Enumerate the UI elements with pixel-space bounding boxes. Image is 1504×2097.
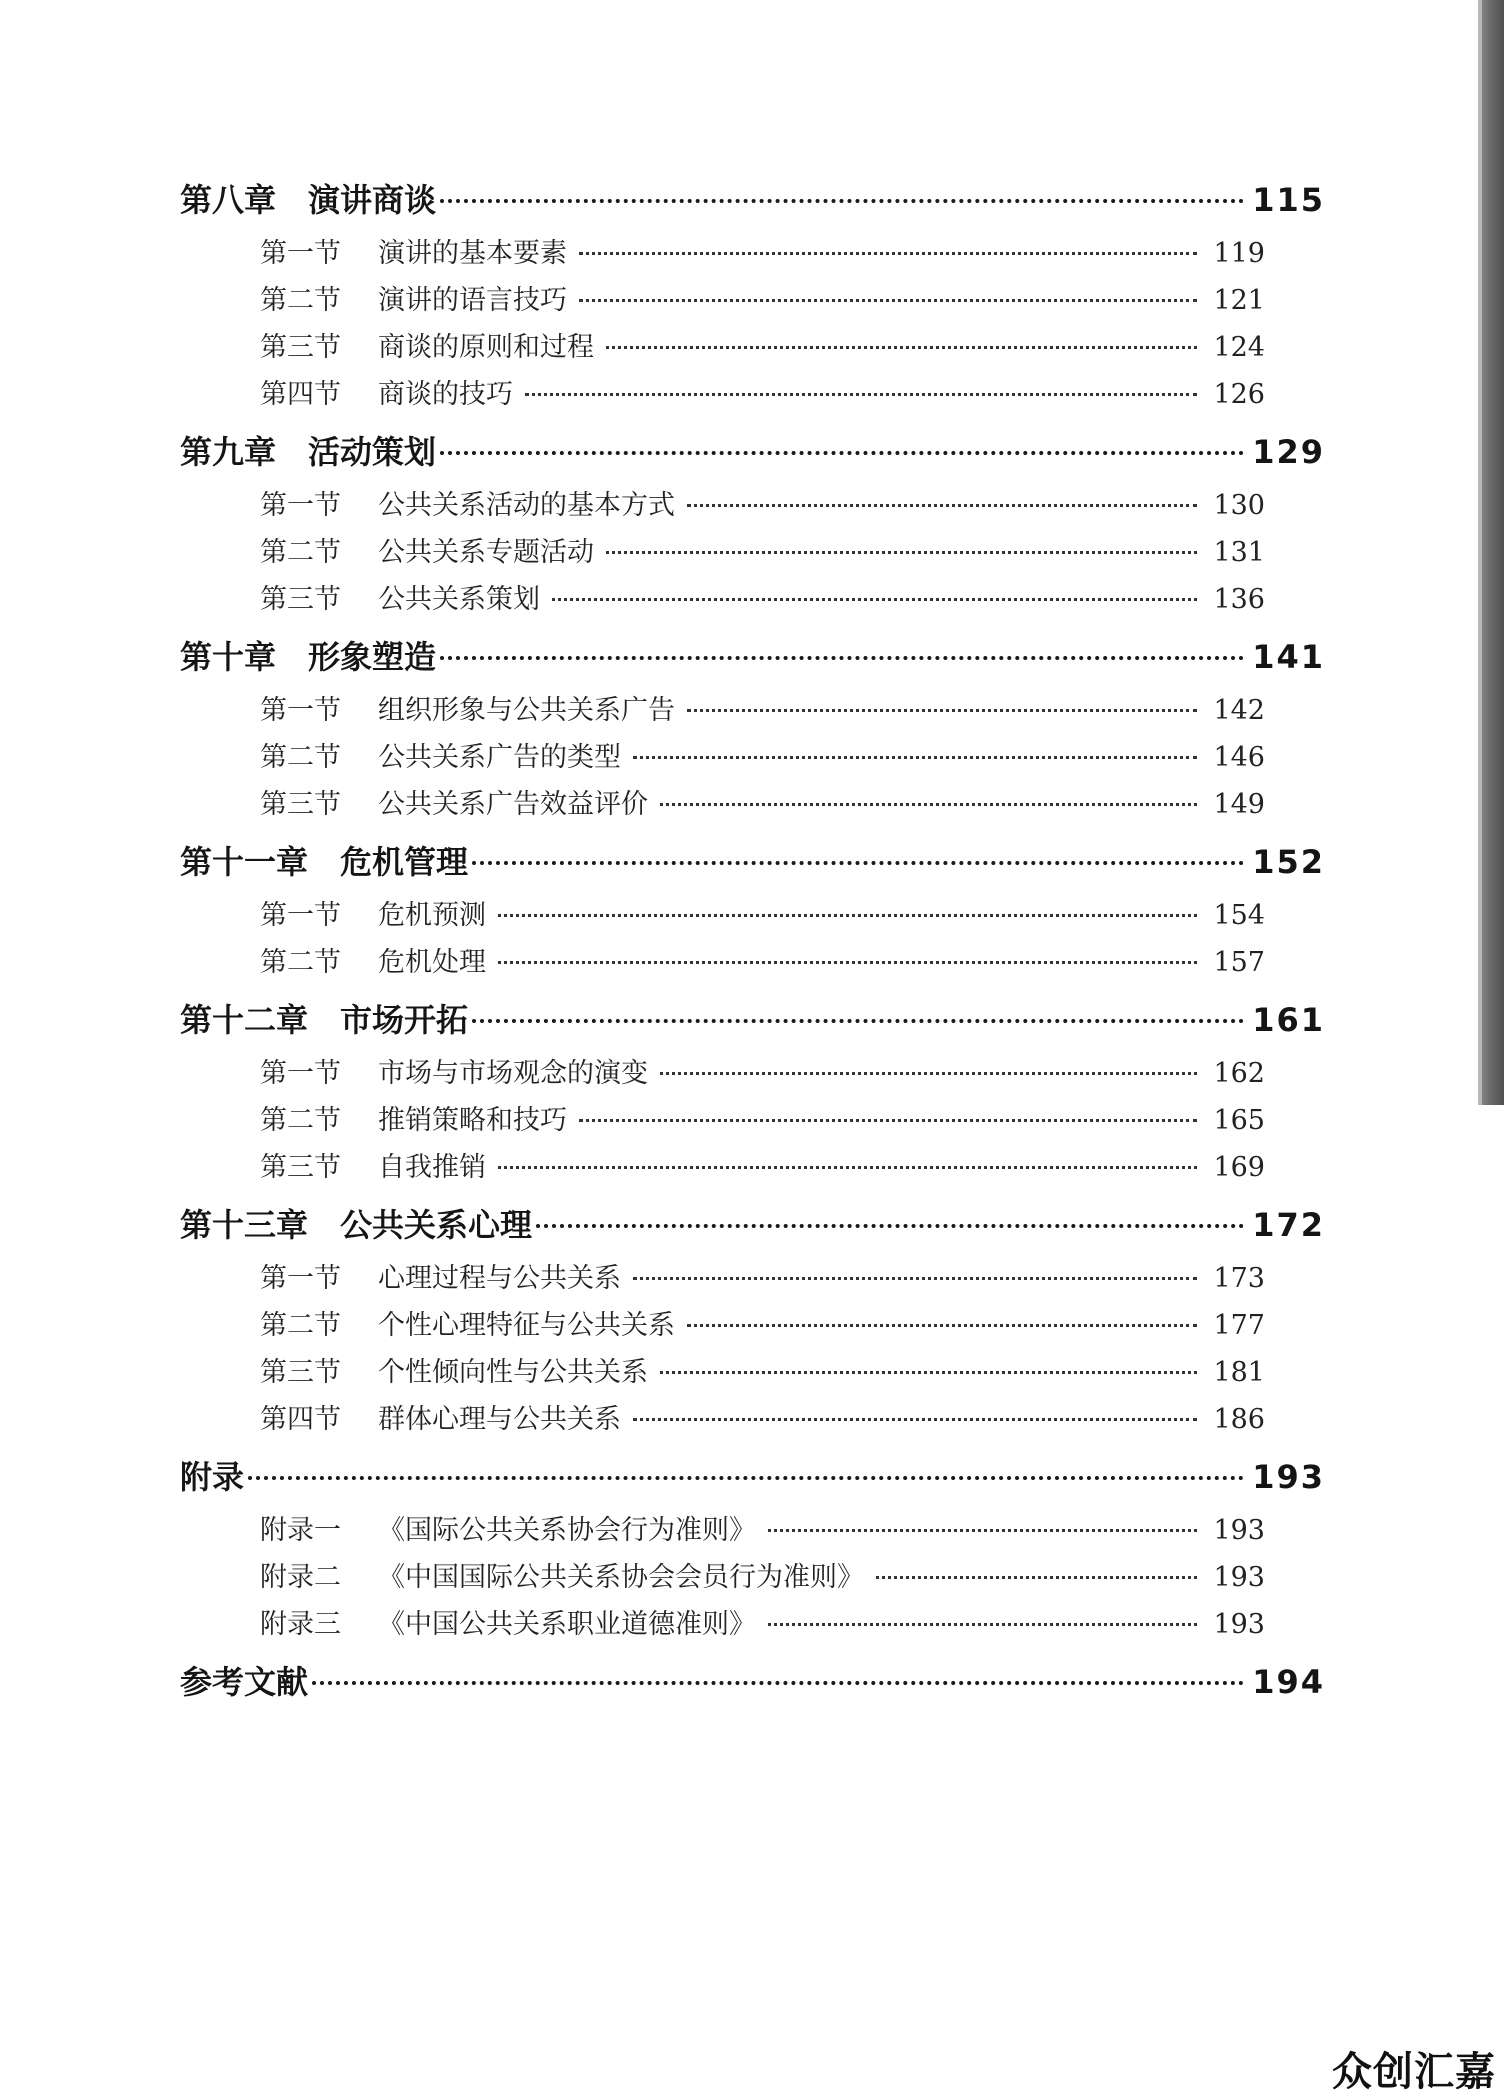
- section-page-number: 193: [1213, 1515, 1265, 1546]
- section-title: 公共关系策划: [378, 584, 540, 615]
- dot-leader: [440, 199, 1244, 203]
- section-list: [260, 1508, 1265, 1649]
- chapter-entry[interactable]: [180, 1452, 1325, 1504]
- section-entry[interactable]: [260, 688, 1265, 735]
- section-page-number: 154: [1213, 900, 1265, 931]
- chapter-page-number: 141: [1252, 638, 1325, 676]
- chapter-page-number: 161: [1252, 1001, 1325, 1039]
- dot-leader: [660, 1072, 1197, 1075]
- section-entry[interactable]: [260, 325, 1265, 372]
- section-entry[interactable]: [260, 1051, 1265, 1098]
- chapter-page-number: 129: [1252, 433, 1325, 471]
- dot-leader: [660, 803, 1197, 806]
- chapter-page-number: 152: [1252, 843, 1325, 881]
- section-list: [260, 1051, 1265, 1192]
- section-page-number: 181: [1213, 1357, 1265, 1388]
- section-number: 第二节: [260, 947, 341, 978]
- chapter-entry[interactable]: [180, 995, 1325, 1047]
- section-entry[interactable]: [260, 483, 1265, 530]
- chapter-page-number: 115: [1252, 181, 1325, 219]
- section-number: 第四节: [260, 1404, 341, 1435]
- section-title: 危机处理: [378, 947, 486, 978]
- section-page-number: 193: [1213, 1562, 1265, 1593]
- section-list: [260, 688, 1265, 829]
- section-number: 第三节: [260, 332, 341, 363]
- section-page-number: 142: [1213, 695, 1265, 726]
- dot-leader: [498, 961, 1197, 964]
- chapter-number: 第十一章: [180, 843, 309, 881]
- watermark-logo: 众创汇嘉: [1332, 2049, 1496, 2095]
- section-number: 第一节: [260, 1058, 341, 1089]
- section-title: 个性倾向性与公共关系: [378, 1357, 648, 1388]
- section-number: 第二节: [260, 742, 341, 773]
- dot-leader: [687, 504, 1197, 507]
- page-edge-highlight: [1478, 0, 1482, 1105]
- section-entry[interactable]: [260, 940, 1265, 987]
- dot-leader: [606, 346, 1197, 349]
- section-title: 公共关系广告效益评价: [378, 789, 648, 820]
- dot-leader: [579, 252, 1197, 255]
- section-title: 推销策略和技巧: [378, 1105, 567, 1136]
- section-number: 第一节: [260, 695, 341, 726]
- dot-leader: [633, 756, 1197, 759]
- chapter-number: 第八章: [180, 181, 277, 219]
- chapter-title: 参考文献: [180, 1663, 309, 1701]
- section-number: 第二节: [260, 537, 341, 568]
- section-entry[interactable]: [260, 1145, 1265, 1192]
- chapter-number: 第十三章: [180, 1206, 309, 1244]
- chapter-number: 第十章: [180, 638, 277, 676]
- section-entry[interactable]: [260, 782, 1265, 829]
- chapter-entry[interactable]: [180, 175, 1325, 227]
- chapter-entry[interactable]: [180, 427, 1325, 479]
- section-title: 组织形象与公共关系广告: [378, 695, 675, 726]
- section-title: 公共关系活动的基本方式: [378, 490, 675, 521]
- section-number: 第一节: [260, 238, 341, 269]
- section-number: 第二节: [260, 1310, 341, 1341]
- section-number: 第一节: [260, 1263, 341, 1294]
- dot-leader: [440, 656, 1244, 660]
- section-title: 危机预测: [378, 900, 486, 931]
- section-entry[interactable]: [260, 1555, 1265, 1602]
- section-entry[interactable]: [260, 1350, 1265, 1397]
- section-title: 《国际公共关系协会行为准则》: [378, 1515, 756, 1546]
- chapter-entry[interactable]: [180, 837, 1325, 889]
- section-page-number: 131: [1213, 537, 1265, 568]
- chapter-title: 活动策划: [308, 433, 437, 471]
- section-title: 公共关系专题活动: [378, 537, 594, 568]
- dot-leader: [687, 1324, 1197, 1327]
- chapter-page-number: 193: [1252, 1458, 1325, 1496]
- dot-leader: [579, 1119, 1197, 1122]
- section-entry[interactable]: [260, 1098, 1265, 1145]
- section-number: 第三节: [260, 1152, 341, 1183]
- section-page-number: 162: [1213, 1058, 1265, 1089]
- dot-leader: [248, 1476, 1244, 1480]
- section-entry[interactable]: [260, 231, 1265, 278]
- section-entry[interactable]: [260, 893, 1265, 940]
- table-of-contents: [180, 175, 1325, 1709]
- chapter-number: 第九章: [180, 433, 277, 471]
- dot-leader: [768, 1623, 1197, 1626]
- section-entry[interactable]: [260, 1303, 1265, 1350]
- section-title: 《中国国际公共关系协会会员行为准则》: [378, 1562, 864, 1593]
- chapter-title: 形象塑造: [308, 638, 437, 676]
- section-entry[interactable]: [260, 1602, 1265, 1649]
- section-entry[interactable]: [260, 1397, 1265, 1444]
- section-title: 演讲的基本要素: [378, 238, 567, 269]
- section-page-number: 169: [1213, 1152, 1265, 1183]
- dot-leader: [472, 1019, 1244, 1023]
- section-title: 自我推销: [378, 1152, 486, 1183]
- section-list: [260, 231, 1265, 419]
- section-number: 附录三: [260, 1609, 341, 1640]
- dot-leader: [498, 1166, 1197, 1169]
- section-page-number: 193: [1213, 1609, 1265, 1640]
- section-page-number: 121: [1213, 285, 1265, 316]
- dot-leader: [606, 551, 1197, 554]
- section-number: 第二节: [260, 285, 341, 316]
- section-list: [260, 893, 1265, 987]
- section-page-number: 136: [1213, 584, 1265, 615]
- dot-leader: [768, 1529, 1197, 1532]
- section-title: 演讲的语言技巧: [378, 285, 567, 316]
- section-title: 公共关系广告的类型: [378, 742, 621, 773]
- chapter-number: 第十二章: [180, 1001, 309, 1039]
- dot-leader: [498, 914, 1197, 917]
- section-title: 商谈的技巧: [378, 379, 513, 410]
- chapter-title: 公共关系心理: [340, 1206, 533, 1244]
- section-title: 市场与市场观念的演变: [378, 1058, 648, 1089]
- section-number: 第一节: [260, 490, 341, 521]
- chapter-entry[interactable]: [180, 632, 1325, 684]
- section-page-number: 186: [1213, 1404, 1265, 1435]
- section-page-number: 124: [1213, 332, 1265, 363]
- dot-leader: [312, 1681, 1244, 1685]
- section-entry[interactable]: [260, 735, 1265, 782]
- section-entry[interactable]: [260, 577, 1265, 624]
- section-page-number: 130: [1213, 490, 1265, 521]
- chapter-title: 市场开拓: [340, 1001, 469, 1039]
- section-number: 附录二: [260, 1562, 341, 1593]
- section-page-number: 157: [1213, 947, 1265, 978]
- dot-leader: [633, 1418, 1197, 1421]
- dot-leader: [876, 1576, 1197, 1579]
- section-entry[interactable]: [260, 1256, 1265, 1303]
- chapter-page-number: 172: [1252, 1206, 1325, 1244]
- section-number: 第一节: [260, 900, 341, 931]
- section-number: 第三节: [260, 789, 341, 820]
- section-page-number: 149: [1213, 789, 1265, 820]
- section-page-number: 119: [1213, 238, 1265, 269]
- section-page-number: 165: [1213, 1105, 1265, 1136]
- chapter-entry[interactable]: [180, 1657, 1325, 1709]
- dot-leader: [472, 861, 1244, 865]
- chapter-entry[interactable]: [180, 1200, 1325, 1252]
- section-page-number: 126: [1213, 379, 1265, 410]
- chapter-page-number: 194: [1252, 1663, 1325, 1701]
- section-entry[interactable]: [260, 1508, 1265, 1555]
- section-entry[interactable]: [260, 278, 1265, 325]
- dot-leader: [579, 299, 1197, 302]
- chapter-title: 附录: [180, 1458, 245, 1496]
- section-page-number: 173: [1213, 1263, 1265, 1294]
- section-title: 《中国公共关系职业道德准则》: [378, 1609, 756, 1640]
- section-entry[interactable]: [260, 372, 1265, 419]
- page-edge-bar: [1478, 0, 1504, 1105]
- section-entry[interactable]: [260, 530, 1265, 577]
- section-title: 群体心理与公共关系: [378, 1404, 621, 1435]
- dot-leader: [660, 1371, 1197, 1374]
- dot-leader: [687, 709, 1197, 712]
- section-number: 附录一: [260, 1515, 341, 1546]
- section-title: 商谈的原则和过程: [378, 332, 594, 363]
- dot-leader: [440, 451, 1244, 455]
- dot-leader: [536, 1224, 1244, 1228]
- section-list: [260, 1256, 1265, 1444]
- dot-leader: [633, 1277, 1197, 1280]
- chapter-title: 危机管理: [340, 843, 469, 881]
- section-number: 第三节: [260, 584, 341, 615]
- section-page-number: 146: [1213, 742, 1265, 773]
- dot-leader: [525, 393, 1197, 396]
- section-title: 心理过程与公共关系: [378, 1263, 621, 1294]
- section-page-number: 177: [1213, 1310, 1265, 1341]
- section-title: 个性心理特征与公共关系: [378, 1310, 675, 1341]
- dot-leader: [552, 598, 1197, 601]
- chapter-title: 演讲商谈: [308, 181, 437, 219]
- section-number: 第二节: [260, 1105, 341, 1136]
- section-list: [260, 483, 1265, 624]
- section-number: 第四节: [260, 379, 341, 410]
- section-number: 第三节: [260, 1357, 341, 1388]
